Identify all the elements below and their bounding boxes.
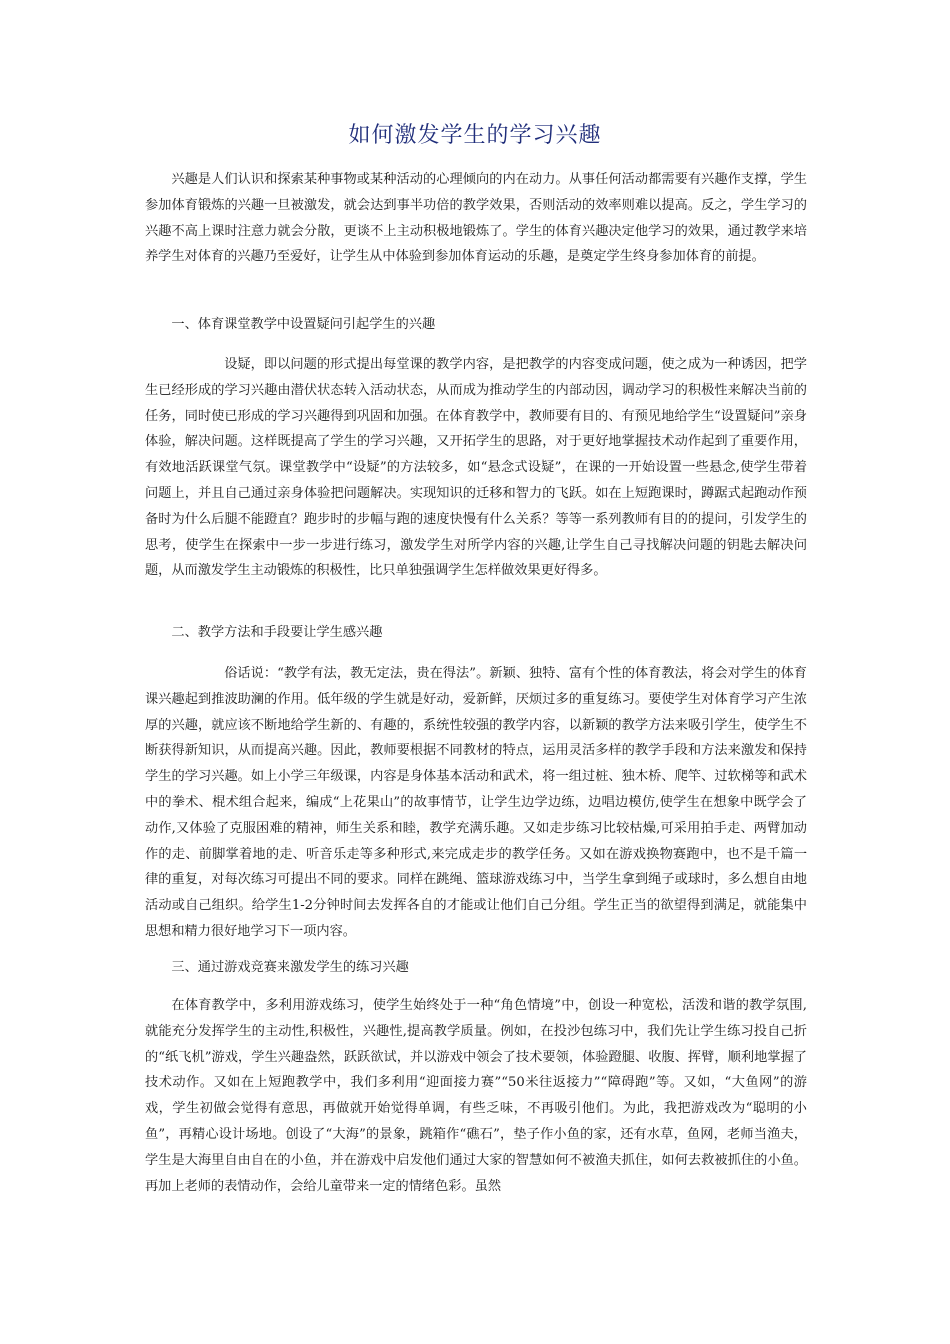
section-3-body: 在体育教学中，多利用游戏练习，使学生始终处于一种“角色情境”中，创设一种宽松，活泼和谐的教学氛围,就能充分发挥学生的主动性,积极性，兴趣性,提高教学质量。例如，在投沙包练习中，我们先让学生练习投自己折的“纸飞机”游戏，学生兴趣盎然，跃跃欲试，并以游戏中领会了技术要领，体验蹬腿、收腹、挥臂，顺利地掌握了技术动作。又如在上短跑教学中，我们多利用“迎面接力赛”“50米往返接力”“障碍跑”等。又如，“大鱼网”的游戏，学生初做会觉得有意思，再做就开始觉得单调，有些乏味，不再吸引他们。为此，我把游戏改为“聪明的小鱼”，再精心设计场地。创设了“大海”的景象，跳箱作“礁石”，垫子作小鱼的家，还有水草，鱼网，老师当渔夫，学生是大海里自由自在的小鱼，并在游戏中启发他们通过大家的智慧如何不被渔夫抓住，如何去救被抓住的小鱼。再加上老师的表情动作，会给儿童带来一定的情绪色彩。虽然 <box>145 998 807 1194</box>
section-3-heading: 三、通过游戏竞赛来激发学生的练习兴趣 <box>171 960 409 975</box>
section-1-body: 设疑，即以问题的形式提出每堂课的教学内容，是把教学的内容变成问题，使之成为一种诱因，把学生已经形成的学习兴趣由潜伏状态转入活动状态，从而成为推动学生的内部动因，调动学习的积极性来解决当前的任务，同时使已形成的学习兴趣得到巩固和加强。在体育教学中，教师要有目的、有预见地给学生“设置疑问”亲身体验，解决问题。这样既提高了学生的学习兴趣，又开拓学生的思路，对于更好地掌握技术动作起到了重要作用，有效地活跃课堂气氛。课堂教学中“设疑”的方法较多，如“悬念式设疑”，在课的一开始设置一些悬念,使学生带着问题上，并且自己通过亲身体验把问题解决。实现知识的迁移和智力的飞跃。如在上短跑课时，蹲踞式起跑动作预备时为什么后腿不能蹬直？跑步时的步幅与跑的速度快慢有什么关系？等等一系列教师有目的的提问，引发学生的思考，使学生在探索中一步一步进行练习，激发学生对所学内容的兴趣,让学生自己寻找解决问题的钥匙去解决问题，从而激发学生主动锻炼的积极性，比只单独强调学生怎样做效果更好得多。 <box>145 357 807 579</box>
section-2-heading: 二、教学方法和手段要让学生感兴趣 <box>171 625 383 640</box>
section-2-body: 俗话说：“教学有法，教无定法，贵在得法”。新颖、独特、富有个性的体育教法，将会对学生的体育课兴趣起到推波助澜的作用。低年级的学生就是好动，爱新鲜，厌烦过多的重复练习。要使学生对体育学习产生浓厚的兴趣，就应该不断地给学生新的、有趣的，系统性较强的教学内容，以新颖的教学方法来吸引学生，使学生不断获得新知识，从而提高兴趣。因此，教师要根据不同教材的特点，运用灵活多样的教学手段和方法来激发和保持学生的学习兴趣。如上小学三年级课，内容是身体基本活动和武术，将一组过桩、独木桥、爬竿、过软梯等和武术中的拳术、棍术组合起来，编成“上花果山”的故事情节，让学生边学边练，边唱边模仿,使学生在想象中既学会了动作,又体验了克服困难的精神，师生关系和睦，教学充满乐趣。又如走步练习比较枯燥,可采用拍手走、两臂加动作的走、前脚掌着地的走、听音乐走等多种形式,来完成走步的教学任务。又如在游戏换物赛跑中，也不是千篇一律的重复，对每次练习可提出不同的要求。同样在跳绳、篮球游戏练习中，当学生拿到绳子或球时，多么想自由地活动或自己组织。给学生1-2分钟时间去发挥各自的才能或让他们自己分组。学生正当的欲望得到满足，就能集中思想和精力很好地学习下一项内容。 <box>145 666 807 939</box>
document-title: 如何激发学生的学习兴趣 <box>348 123 602 148</box>
intro-paragraph: 兴趣是人们认识和探索某种事物或某种活动的心理倾向的内在动力。从事任何活动都需要有兴趣作支撑，学生参加体育锻炼的兴趣一旦被激发，就会达到事半功倍的教学效果，否则活动的效率则难以提高。反之，学生学习的兴趣不高上课时注意力就会分散，更谈不上主动积极地锻炼了。学生的体育兴趣决定他学习的效果，通过教学来培养学生对体育的兴趣乃至爱好，让学生从中体验到参加体育运动的乐趣，是奠定学生终身参加体育的前提。 <box>145 172 807 265</box>
section-1-heading: 一、体育课堂教学中设置疑问引起学生的兴趣 <box>171 317 436 332</box>
